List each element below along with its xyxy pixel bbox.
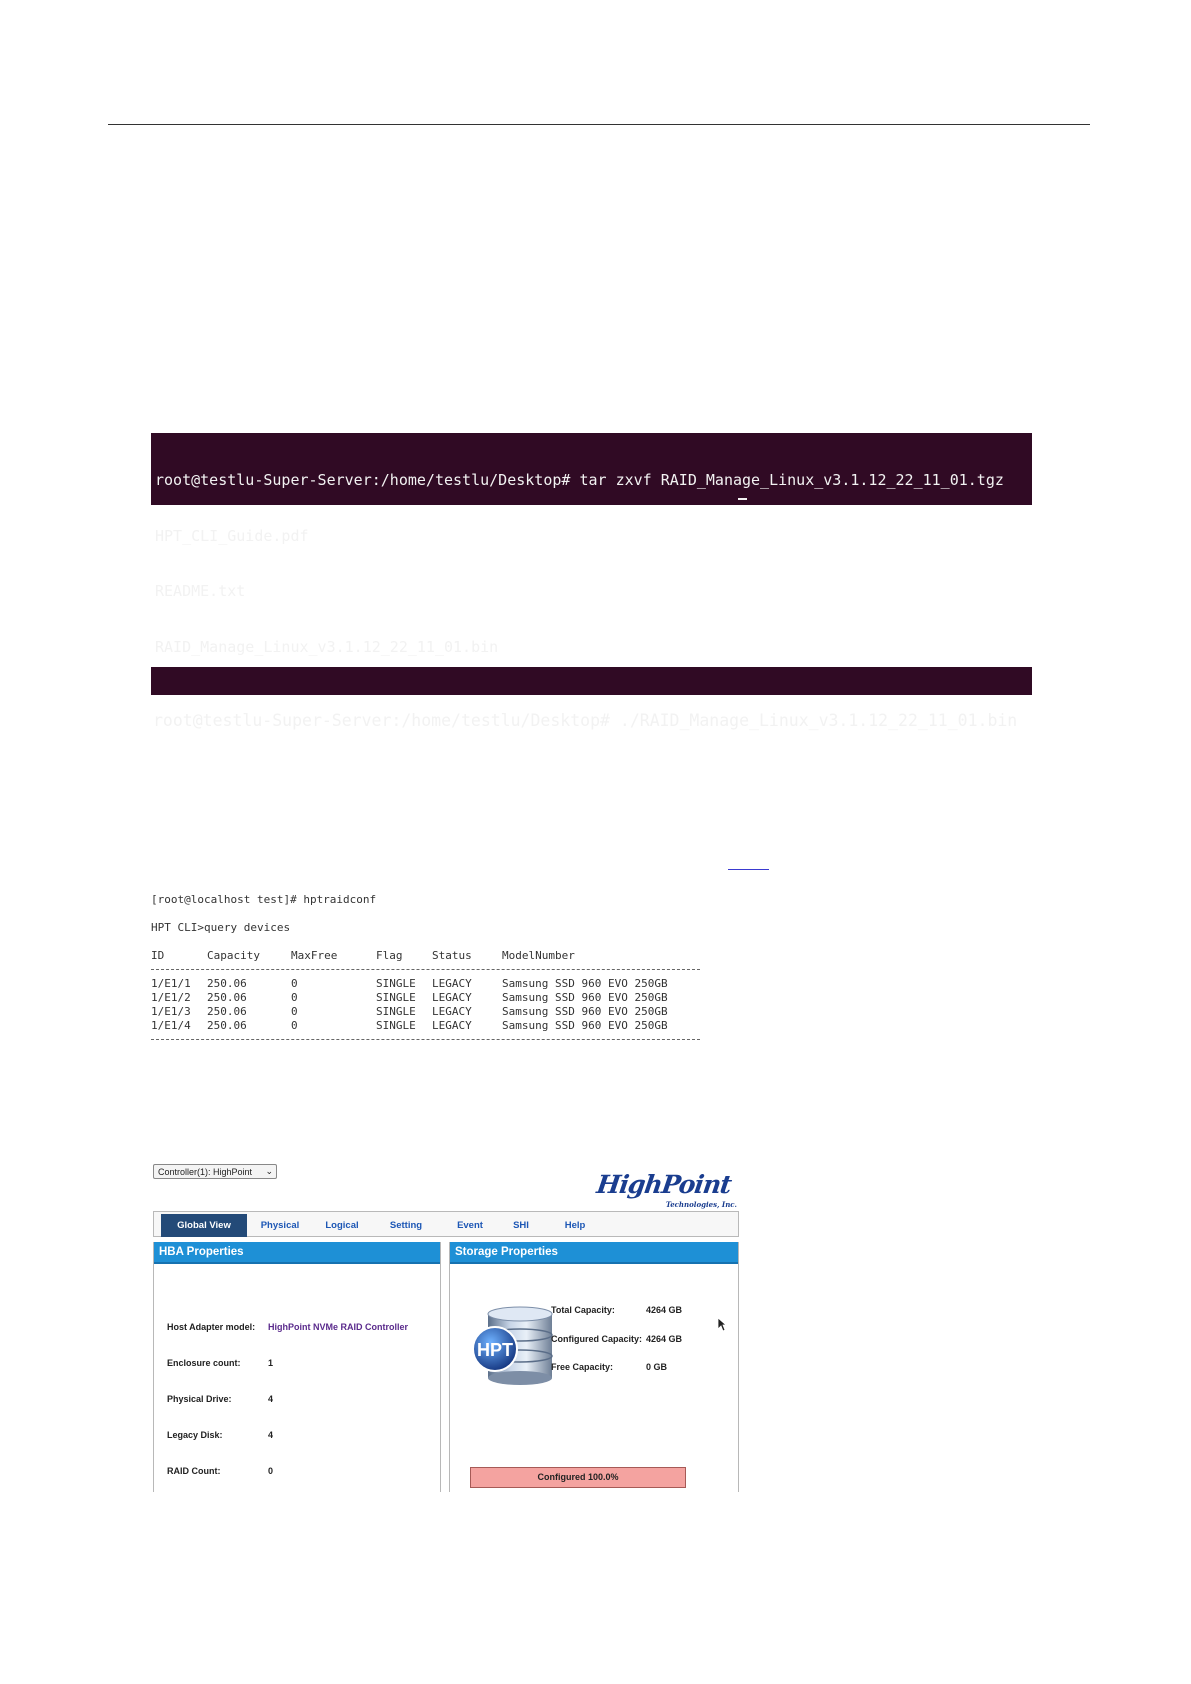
enclosure-count-value: 1: [268, 1358, 274, 1368]
raid-count-label: RAID Count:: [167, 1466, 221, 1476]
configured-capacity-label: Configured Capacity:: [551, 1334, 643, 1344]
highpoint-logo: [594, 1170, 737, 1212]
cell-status: LEGACY: [432, 977, 472, 990]
chevron-down-icon: ⌄: [265, 1166, 273, 1176]
terminal-line: RAID_Manage_Linux_v3.1.12_22_11_01.bin: [155, 637, 499, 656]
configured-capacity-value: 4264 GB: [646, 1334, 683, 1344]
cell-capacity: 250.06: [207, 977, 247, 990]
configured-progress-bar: [470, 1467, 686, 1488]
terminal-cursor: [738, 498, 747, 500]
panel-title: HBA Properties: [154, 1242, 440, 1264]
database-icon-text: HPT: [477, 1340, 513, 1360]
mouse-pointer-icon: [717, 1317, 727, 1332]
tab-setting[interactable]: Setting: [389, 1220, 423, 1231]
legacy-disk-value: 4: [268, 1430, 274, 1440]
cli-output: [151, 893, 711, 1049]
controller-select-value: Controller(1): HighPoint: [158, 1167, 253, 1177]
cell-id: 1/E1/1: [151, 977, 191, 990]
cell-status: LEGACY: [432, 991, 472, 1004]
physical-drive-label: Physical Drive:: [167, 1394, 232, 1404]
configured-progress-label: Configured 100.0%: [537, 1472, 619, 1482]
cell-maxfree: 0: [291, 991, 298, 1004]
tab-event[interactable]: Event: [457, 1220, 483, 1231]
raid-count-value: 0: [268, 1466, 274, 1476]
table-row: [151, 1005, 711, 1019]
table-row: [151, 977, 711, 991]
col-header-model: ModelNumber: [502, 949, 575, 962]
col-header-capacity: Capacity: [207, 949, 260, 962]
total-capacity-value: 4264 GB: [646, 1305, 683, 1315]
logo-subtitle: Technologies, Inc.: [665, 1200, 737, 1209]
cli-divider: [151, 969, 700, 970]
cell-model: Samsung SSD 960 EVO 250GB: [502, 1019, 668, 1032]
free-capacity-label: Free Capacity:: [551, 1362, 614, 1372]
cell-id: 1/E1/4: [151, 1019, 191, 1032]
logo-wordmark: HighPoint: [594, 1170, 733, 1199]
cell-model: Samsung SSD 960 EVO 250GB: [502, 977, 668, 990]
legacy-disk-label: Legacy Disk:: [167, 1430, 223, 1440]
panel-title: Storage Properties: [450, 1242, 738, 1264]
terminal-extract-output: [151, 433, 1032, 656]
database-icon: [470, 1302, 560, 1392]
host-adapter-label: Host Adapter model:: [167, 1322, 256, 1332]
cli-prompt: [root@localhost test]# hptraidconf: [151, 893, 377, 906]
col-header-flag: Flag: [376, 949, 403, 962]
cli-divider: [151, 1039, 700, 1040]
col-header-maxfree: MaxFree: [291, 949, 338, 962]
cell-flag: SINGLE: [376, 991, 416, 1004]
tab-logical[interactable]: Logical: [325, 1220, 359, 1231]
cell-id: 1/E1/2: [151, 991, 191, 1004]
cell-capacity: 250.06: [207, 1005, 247, 1018]
controller-select[interactable]: [153, 1164, 277, 1179]
total-capacity-label: Total Capacity:: [551, 1305, 615, 1315]
cell-capacity: 250.06: [207, 1019, 247, 1032]
hba-properties-panel: [153, 1242, 441, 1492]
physical-drive-value: 4: [268, 1394, 274, 1404]
cell-model: Samsung SSD 960 EVO 250GB: [502, 1005, 668, 1018]
tab-bar: [153, 1211, 739, 1237]
hyperlink-underline[interactable]: [728, 869, 769, 870]
cell-flag: SINGLE: [376, 1005, 416, 1018]
cli-query: HPT CLI>query devices: [151, 921, 291, 934]
cell-maxfree: 0: [291, 1019, 298, 1032]
cell-status: LEGACY: [432, 1005, 472, 1018]
col-header-id: ID: [151, 949, 165, 962]
cell-maxfree: 0: [291, 977, 298, 990]
terminal-line: README.txt: [155, 582, 246, 600]
highpoint-web-ui: [151, 1160, 741, 1490]
terminal-run-installer: [151, 667, 1032, 730]
terminal-line: HPT_CLI_Guide.pdf: [155, 526, 309, 545]
cell-status: LEGACY: [432, 1019, 472, 1032]
page-header-rule: [108, 124, 1090, 125]
free-capacity-value: 0 GB: [646, 1362, 668, 1372]
cell-capacity: 250.06: [207, 991, 247, 1004]
storage-properties-panel: [449, 1242, 739, 1492]
tab-help[interactable]: Help: [564, 1220, 586, 1231]
table-row: [151, 991, 711, 1005]
tab-global-view[interactable]: Global View: [161, 1214, 247, 1237]
terminal-command: root@testlu-Super-Server:/home/testlu/Desktop# ./RAID_Manage_Linux_v3.1.12_22_11_01.bin: [153, 711, 1018, 730]
cell-flag: SINGLE: [376, 977, 416, 990]
tab-shi[interactable]: SHI: [513, 1220, 529, 1231]
enclosure-count-label: Enclosure count:: [167, 1358, 241, 1368]
terminal-line: root@testlu-Super-Server:/home/testlu/Desktop# tar zxvf RAID_Manage_Linux_v3.1.12_22_11_01.tgz: [155, 471, 1004, 489]
host-adapter-value: HighPoint NVMe RAID Controller: [268, 1322, 408, 1332]
tab-physical[interactable]: Physical: [260, 1220, 300, 1231]
col-header-status: Status: [432, 949, 472, 962]
cell-flag: SINGLE: [376, 1019, 416, 1032]
cell-maxfree: 0: [291, 1005, 298, 1018]
cell-id: 1/E1/3: [151, 1005, 191, 1018]
cli-header-row: [151, 949, 711, 963]
cell-model: Samsung SSD 960 EVO 250GB: [502, 991, 668, 1004]
table-row: [151, 1019, 711, 1033]
